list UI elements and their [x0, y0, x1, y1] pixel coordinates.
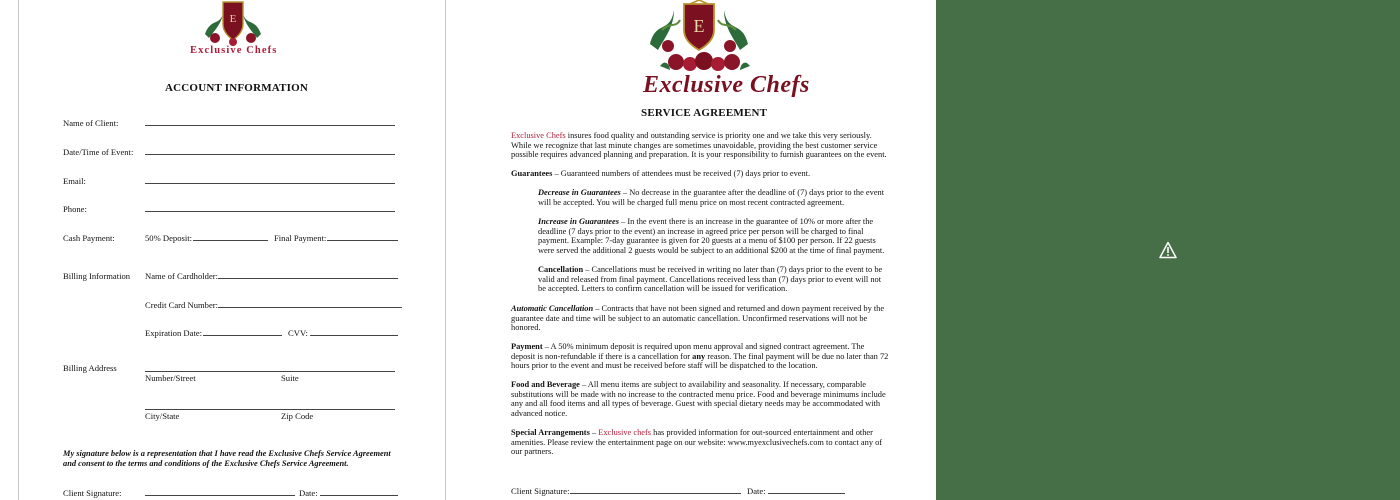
- city-state-caption: City/State: [145, 411, 180, 421]
- client-name-label: Name of Client:: [63, 118, 119, 128]
- final-payment-field[interactable]: [327, 240, 398, 241]
- phone-label: Phone:: [63, 204, 87, 214]
- client-signature-label: Client Signature:: [511, 486, 570, 496]
- decrease-guarantees-paragraph: Decrease in Guarantees – No decrease in the guarantee after the deadline of (7) days prior to the event will be accepted. You will be charged full menu price on most recent contracted agreement.: [538, 188, 885, 207]
- brand-wordmark: Exclusive Chefs: [190, 45, 278, 56]
- automatic-cancellation-paragraph: Automatic Cancellation – Contracts that have not been signed and returned and down payment received by the guarantee date and time will be subject to an automatic cancellation. Unconfirmed reservations will not be honored.: [511, 304, 885, 333]
- final-payment-label: Final Payment:: [274, 233, 327, 243]
- cvv-label: CVV:: [288, 328, 308, 338]
- brand-name: Exclusive chefs: [598, 428, 652, 437]
- suite-caption: Suite: [281, 373, 299, 383]
- svg-text:E: E: [229, 13, 237, 25]
- email-field[interactable]: [145, 183, 395, 184]
- intro-paragraph: Exclusive Chefs insures food quality and outstanding service is priority one and we take this very seriously. While we recognize that last minute changes are sometimes unavoidable, providing the best customer service possible requires advanced planning and preparation. It is your responsibility to furnish guarantees on the event.: [511, 131, 887, 160]
- warning-triangle-icon: [1159, 241, 1177, 259]
- card-number-label: Credit Card Number:: [145, 300, 219, 310]
- increase-guarantees-paragraph: Increase in Guarantees – In the event there is an increase in the guarantee of 10% or more after the deadline (7 days prior to the event) an increase in agreed price per person will be charged to final payment. Example: 7-day guarantee is given for 20 guests at a menu of $100 per person. If 22 guests were served the additional 2 guests would be subject to an additional $200 at the time of final payment.: [538, 217, 885, 255]
- expiration-date-label: Expiration Date:: [145, 328, 203, 338]
- payment-paragraph: Payment – A 50% minimum deposit is required upon menu approval and signed contract agreement. The deposit is non-refundable if there is a cancellation for any reason. The final payment will be due no later than 72 hours prior to the event and must be received before staff will be dispatched to the location.: [511, 342, 889, 371]
- page-title: SERVICE AGREEMENT: [641, 107, 768, 119]
- number-street-caption: Number/Street: [145, 373, 196, 383]
- card-number-field[interactable]: [218, 307, 402, 308]
- cardholder-field[interactable]: [218, 278, 398, 279]
- client-signature-field[interactable]: [570, 493, 741, 494]
- consent-statement: My signature below is a representation that I have read the Exclusive Chefs Service Agreement and consent to the terms and conditions of the Exclusive Chefs Service Agreement.: [63, 449, 391, 468]
- service-agreement-page: [446, 0, 936, 500]
- zip-code-caption: Zip Code: [281, 411, 314, 421]
- crest-logo-icon: [640, 0, 758, 52]
- event-datetime-label: Date/Time of Event:: [63, 147, 134, 157]
- roses-ornament-icon: [646, 52, 764, 72]
- cancellation-paragraph: Cancellation – Cancellations must be received in writing no later than (7) days prior to the event to be valid and released from final payment. Cancellations received less than (7) days prior to event will not be accepted. Letters to confirm cancellation will be issued for verification.: [538, 265, 883, 294]
- billing-address-label: Billing Address: [63, 363, 117, 373]
- account-information-page: [18, 0, 446, 500]
- expiration-date-field[interactable]: [203, 335, 282, 336]
- signature-date-label: Date:: [747, 486, 766, 496]
- page-title: ACCOUNT INFORMATION: [165, 82, 309, 94]
- cash-payment-label: Cash Payment:: [63, 233, 115, 243]
- phone-field[interactable]: [145, 211, 395, 212]
- signature-date-field[interactable]: [320, 495, 398, 496]
- script-wordmark: Exclusive Chefs: [643, 72, 810, 98]
- special-arrangements-paragraph: Special Arrangements – Exclusive chefs has provided information for out-sourced entertainment and other amenities. Please review the entertainment page on our website: www.myexclusivechefs.com to contact any of our partners.: [511, 428, 883, 457]
- deposit-label: 50% Deposit:: [145, 233, 193, 243]
- email-label: Email:: [63, 176, 86, 186]
- food-beverage-paragraph: Food and Beverage – All menu items are subject to availability and seasonality. If necessary, comparable substitutions will be made with no increase to the contracted menu price. Food and beverage minimums include any and all food items and all types of beverage. Guest with special dietary needs may be accommodated with advanced notice.: [511, 380, 886, 418]
- signature-date-label: Date:: [299, 488, 318, 498]
- street-address-field[interactable]: [145, 371, 395, 372]
- city-state-zip-field[interactable]: [145, 409, 395, 410]
- crest-logo-icon: [197, 0, 269, 46]
- client-name-field[interactable]: [145, 125, 395, 126]
- deposit-field[interactable]: [193, 240, 268, 241]
- svg-text:E: E: [693, 16, 705, 36]
- billing-information-label: Billing Information: [63, 271, 131, 281]
- event-datetime-field[interactable]: [145, 154, 395, 155]
- client-signature-field[interactable]: [145, 495, 295, 496]
- image-placeholder-panel: [936, 0, 1400, 500]
- cvv-field[interactable]: [310, 335, 398, 336]
- guarantees-paragraph: Guarantees – Guaranteed numbers of attendees must be received (7) days prior to event.: [511, 169, 811, 178]
- signature-date-field[interactable]: [768, 493, 845, 494]
- cardholder-label: Name of Cardholder:: [145, 271, 219, 281]
- client-signature-label: Client Signature:: [63, 488, 122, 498]
- brand-name: Exclusive Chefs: [511, 131, 566, 140]
